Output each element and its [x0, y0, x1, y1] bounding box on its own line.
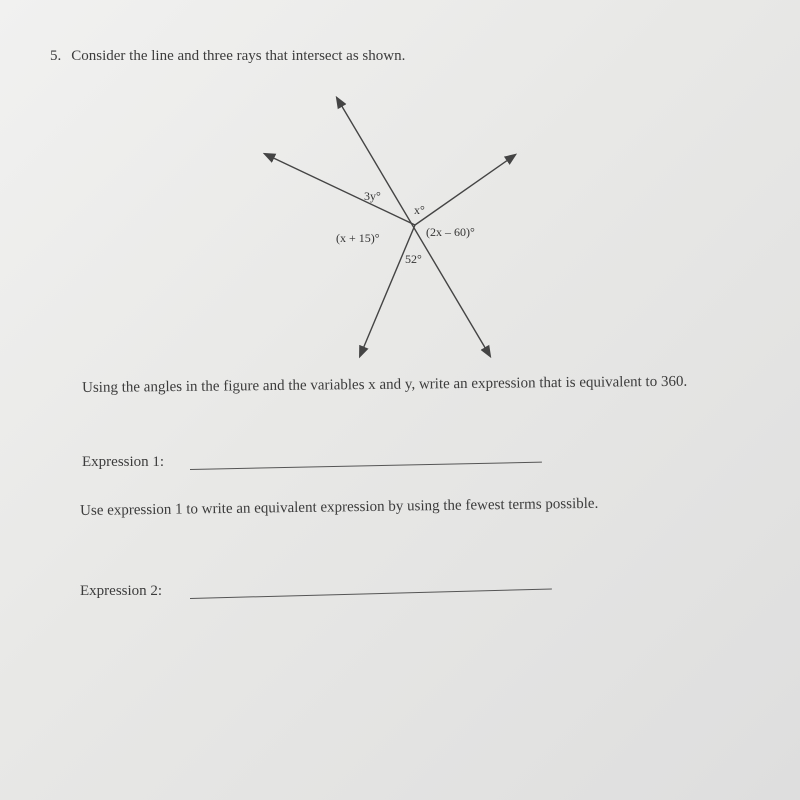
- angle-label-52: 52°: [405, 252, 422, 266]
- expression1-label: Expression 1:: [82, 454, 165, 470]
- part2-prompt: Use expression 1 to write an equivalent expression by using the fewest terms possible.: [80, 495, 599, 519]
- expression2-label: Expression 2:: [80, 583, 163, 599]
- question-number: 5.: [50, 48, 62, 64]
- ray-upper-right: [415, 155, 515, 225]
- angle-label-x: x°: [414, 203, 425, 217]
- part1-prompt: Using the angles in the figure and the variables x and y, write an expression that is equivalent to 360.: [82, 373, 688, 396]
- ray-upper-left: [265, 154, 415, 225]
- angle-label-2x-minus-60: (2x – 60)°: [426, 225, 475, 239]
- angle-label-x-plus-15: (x + 15)°: [336, 231, 380, 245]
- question-text: Consider the line and three rays that intersect as shown.: [71, 48, 406, 64]
- angle-label-3y: 3y°: [364, 189, 381, 203]
